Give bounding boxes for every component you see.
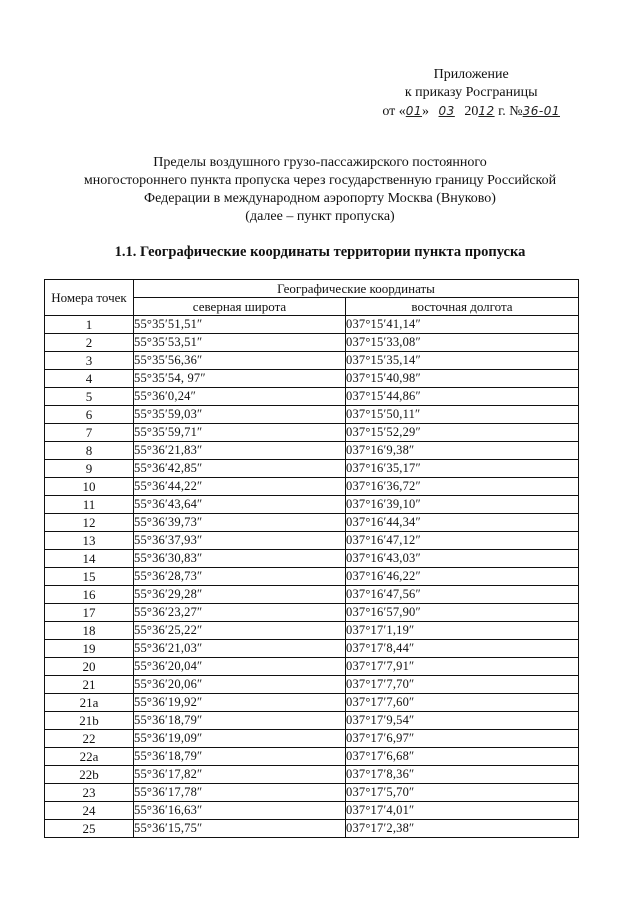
order-from-label: от « [382,104,406,119]
longitude-cell: 037°17′8,44″ [346,640,579,658]
longitude-cell: 037°15′40,98″ [346,370,579,388]
coordinates-table [44,279,579,838]
latitude-cell: 55°36′30,83″ [134,550,346,568]
header-row [45,280,579,298]
latitude-cell: 55°36′0,24″ [134,388,346,406]
appendix-block [382,66,560,121]
point-number: 10 [45,478,134,496]
title-line-2: многостороннего пункта пропуска через государственную границу Российской [83,173,557,188]
latitude-cell: 55°36′18,79″ [134,748,346,766]
point-number: 15 [45,568,134,586]
latitude-cell: 55°35′51,51″ [134,316,346,334]
table-row [45,622,579,640]
longitude-cell: 037°17′5,70″ [346,784,579,802]
table-row [45,550,579,568]
longitude-cell: 037°16′57,90″ [346,604,579,622]
latitude-cell: 55°36′15,75″ [134,820,346,838]
longitude-cell: 037°15′33,08″ [346,334,579,352]
document-title [40,154,600,226]
table-row [45,514,579,532]
point-number: 2 [45,334,134,352]
point-number: 7 [45,424,134,442]
table-row [45,604,579,622]
latitude-cell: 55°36′17,82″ [134,766,346,784]
latitude-cell: 55°36′37,93″ [134,532,346,550]
latitude-cell: 55°35′59,03″ [134,406,346,424]
order-month: 03 [438,104,455,118]
latitude-cell: 55°36′17,78″ [134,784,346,802]
point-number: 14 [45,550,134,568]
table-row [45,442,579,460]
point-number: 19 [45,640,134,658]
point-number: 21a [45,694,134,712]
table-row [45,532,579,550]
point-number: 20 [45,658,134,676]
table-row [45,586,579,604]
point-number: 4 [45,370,134,388]
table-row [45,730,579,748]
latitude-cell: 55°36′16,63″ [134,802,346,820]
longitude-cell: 037°17′2,38″ [346,820,579,838]
longitude-cell: 037°15′50,11″ [346,406,579,424]
point-number: 25 [45,820,134,838]
longitude-cell: 037°17′1,19″ [346,622,579,640]
longitude-cell: 037°16′36,72″ [346,478,579,496]
point-number: 1 [45,316,134,334]
longitude-cell: 037°17′7,60″ [346,694,579,712]
longitude-cell: 037°16′46,22″ [346,568,579,586]
point-number: 18 [45,622,134,640]
order-year-suffix: 12 [478,104,495,118]
table-row [45,640,579,658]
appendix-title: Приложение [433,67,509,82]
longitude-cell: 037°17′7,70″ [346,676,579,694]
latitude-cell: 55°36′21,03″ [134,640,346,658]
table-row [45,424,579,442]
longitude-cell: 037°16′39,10″ [346,496,579,514]
latitude-cell: 55°36′21,83″ [134,442,346,460]
longitude-cell: 037°16′35,17″ [346,460,579,478]
table-body [45,316,579,838]
longitude-cell: 037°17′6,97″ [346,730,579,748]
point-number: 6 [45,406,134,424]
longitude-cell: 037°16′47,56″ [346,586,579,604]
longitude-cell: 037°16′47,12″ [346,532,579,550]
latitude-cell: 55°36′23,27″ [134,604,346,622]
table-row [45,460,579,478]
header-latitude: северная широта [134,298,346,316]
latitude-cell: 55°36′20,06″ [134,676,346,694]
latitude-cell: 55°36′19,09″ [134,730,346,748]
latitude-cell: 55°36′25,22″ [134,622,346,640]
latitude-cell: 55°35′56,36″ [134,352,346,370]
point-number: 17 [45,604,134,622]
point-number: 12 [45,514,134,532]
point-number: 13 [45,532,134,550]
point-number: 23 [45,784,134,802]
table-row [45,820,579,838]
table-row [45,784,579,802]
title-line-1: Пределы воздушного грузо-пассажирского постоянного [153,155,487,170]
longitude-cell: 037°16′9,38″ [346,442,579,460]
table-row [45,316,579,334]
latitude-cell: 55°36′39,73″ [134,514,346,532]
longitude-cell: 037°15′41,14″ [346,316,579,334]
table-row [45,370,579,388]
longitude-cell: 037°16′43,03″ [346,550,579,568]
longitude-cell: 037°17′6,68″ [346,748,579,766]
point-number: 9 [45,460,134,478]
latitude-cell: 55°36′43,64″ [134,496,346,514]
latitude-cell: 55°36′19,92″ [134,694,346,712]
order-date-line [382,102,560,121]
table-row [45,352,579,370]
table-row [45,334,579,352]
table-row [45,388,579,406]
table-row [45,568,579,586]
longitude-cell: 037°15′35,14″ [346,352,579,370]
order-quote-close: » [422,104,430,119]
point-number: 22b [45,766,134,784]
table-row [45,712,579,730]
table-row [45,406,579,424]
point-number: 21 [45,676,134,694]
point-number: 22 [45,730,134,748]
table-row [45,496,579,514]
point-number: 21b [45,712,134,730]
table-row [45,658,579,676]
point-number: 22a [45,748,134,766]
order-number: 36-01 [522,104,560,118]
header-points: Номера точек [45,280,134,316]
latitude-cell: 55°36′20,04″ [134,658,346,676]
longitude-cell: 037°16′44,34″ [346,514,579,532]
title-line-4: (далее – пункт пропуска) [245,209,395,224]
longitude-cell: 037°17′4,01″ [346,802,579,820]
order-day: 01 [405,104,423,118]
table-row [45,802,579,820]
longitude-cell: 037°17′7,91″ [346,658,579,676]
header-longitude: восточная долгота [346,298,579,316]
latitude-cell: 55°36′42,85″ [134,460,346,478]
latitude-cell: 55°36′29,28″ [134,586,346,604]
table-row [45,676,579,694]
latitude-cell: 55°36′18,79″ [134,712,346,730]
appendix-order-ref: к приказу Росграницы [404,85,538,100]
longitude-cell: 037°17′9,54″ [346,712,579,730]
point-number: 5 [45,388,134,406]
point-number: 24 [45,802,134,820]
point-number: 3 [45,352,134,370]
longitude-cell: 037°17′8,36″ [346,766,579,784]
section-heading: 1.1. Географические координаты территории пункта пропуска [114,244,526,260]
header-geo-coords: Географические координаты [134,280,579,298]
table-row [45,694,579,712]
point-number: 8 [45,442,134,460]
latitude-cell: 55°36′28,73″ [134,568,346,586]
point-number: 16 [45,586,134,604]
table-row [45,748,579,766]
latitude-cell: 55°35′59,71″ [134,424,346,442]
latitude-cell: 55°35′54, 97″ [134,370,346,388]
latitude-cell: 55°35′53,51″ [134,334,346,352]
table-row [45,766,579,784]
table-row [45,478,579,496]
title-line-3: Федерации в международном аэропорту Москва (Внуково) [144,191,496,206]
order-number-label: г. № [498,104,523,119]
longitude-cell: 037°15′44,86″ [346,388,579,406]
longitude-cell: 037°15′52,29″ [346,424,579,442]
point-number: 11 [45,496,134,514]
order-year-prefix: 20 [464,104,479,119]
latitude-cell: 55°36′44,22″ [134,478,346,496]
